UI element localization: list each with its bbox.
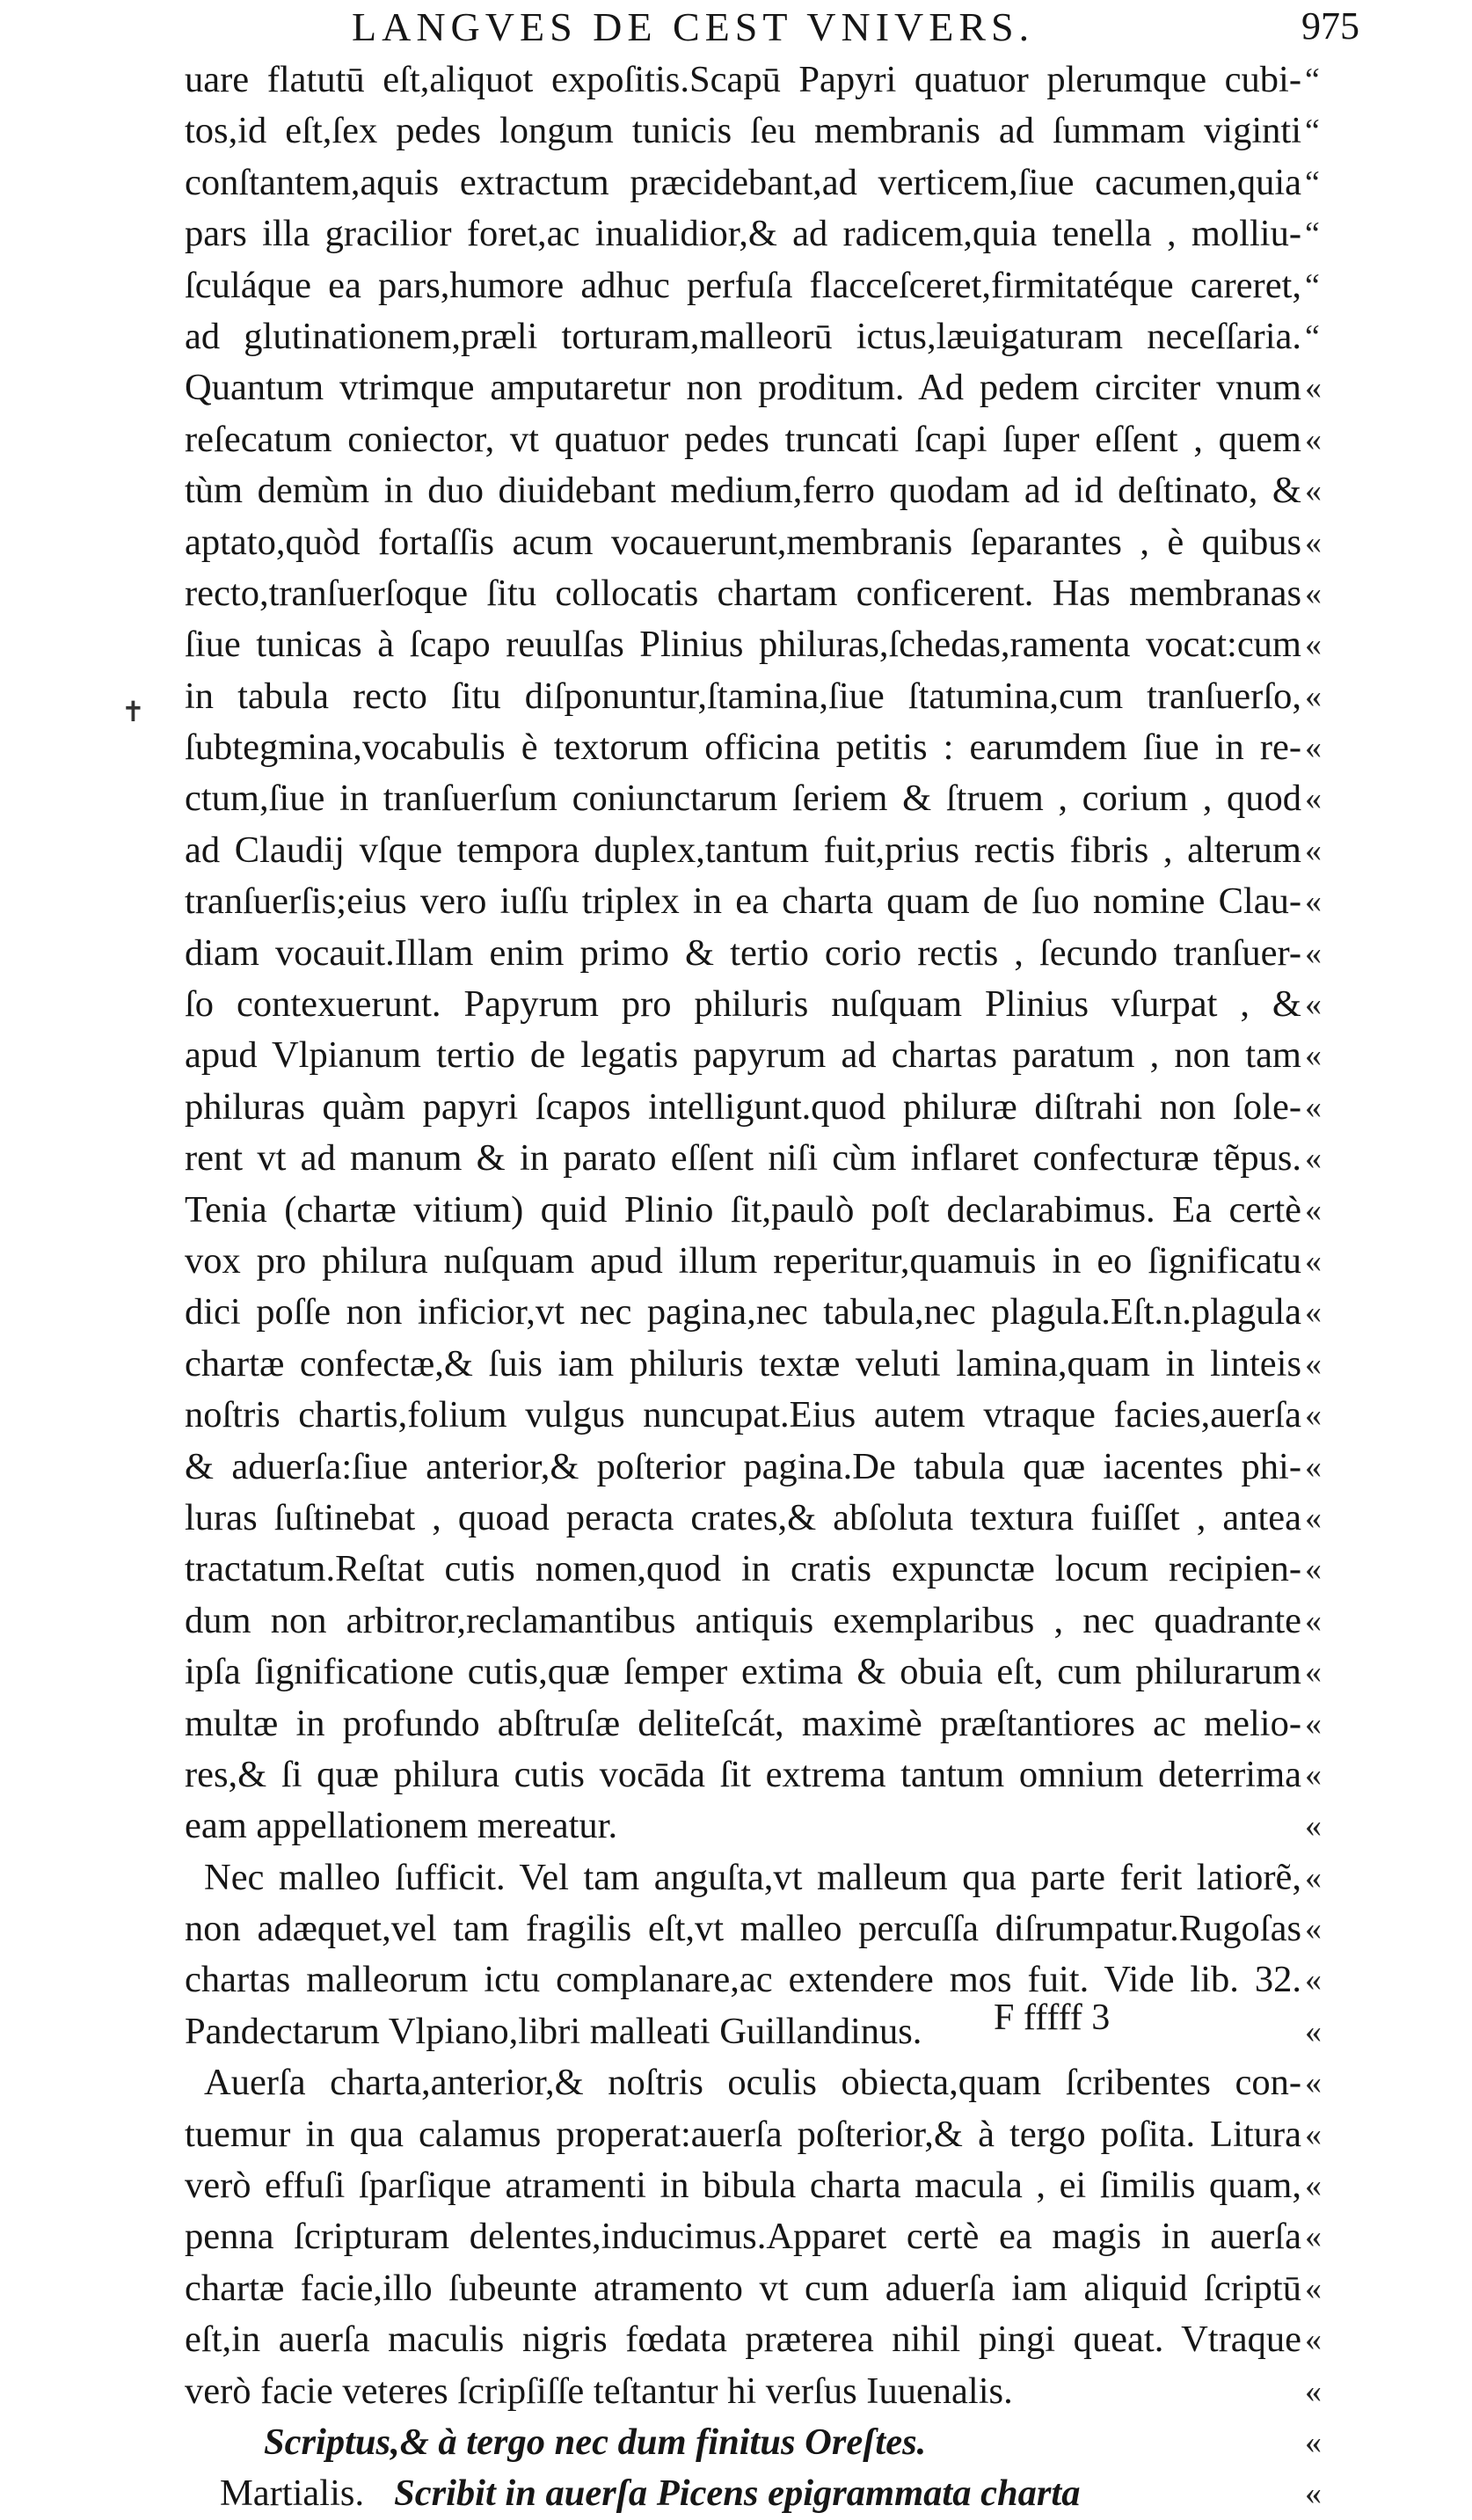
quote-mark-icon: «	[1305, 1654, 1322, 1691]
text-line: uare flatutū eſt,aliquot expoſitis.Scapū Papyri quatuor plerumque cubi-	[185, 59, 1301, 100]
text-line: Quantum vtrimque amputaretur non proditum. Ad pedem circiter vnum	[185, 367, 1301, 409]
text-line: Auerſa charta,anterior,& noſtris oculis obiecta,quam ſcribentes con-	[204, 2062, 1301, 2104]
text-line: luras ſuſtinebat , quoad peracta crates,& abſoluta textura fuiſſet , antea	[185, 1496, 1301, 1538]
verse-attribution: Martialis.	[220, 2473, 365, 2515]
text-line: recto,tranſuerſoque ſitu collocatis chartam conficerent. Has membranas	[185, 572, 1301, 614]
text-line: ſiue tunicas à ſcapo reuulſas Plinius philuras,ſchedas,ramenta vocat:cum	[185, 624, 1301, 666]
quote-mark-icon: «	[1305, 1602, 1322, 1640]
quote-mark-icon: «	[1305, 2167, 1322, 2205]
text-line: chartas malleorum ictu complanare,ac extendere mos fuit. Vide lib. 32.	[185, 1959, 1301, 2001]
quote-mark-icon: «	[1305, 883, 1322, 921]
quote-mark-icon: «	[1305, 1294, 1322, 1332]
text-line: pars illa gracilior foret,ac inualidior,& ad radicem,quia tenella , molliu-	[185, 213, 1301, 255]
text-line: vox pro philura nuſquam apud illum reperitur,quamuis in eo ſignificatu	[185, 1239, 1301, 1282]
quote-mark-icon: «	[1305, 1397, 1322, 1435]
quote-mark-icon: “	[1305, 215, 1320, 253]
quote-mark-icon: «	[1305, 1551, 1322, 1589]
text-line: tractatum.Reſtat cutis nomen,quod in cratis expunctæ locum recipien-	[185, 1548, 1301, 1590]
quote-mark-icon: «	[1305, 1859, 1322, 1896]
text-line: verò facie veteres ſcripſiſſe teſtantur hi verſus Iuuenalis.	[185, 2370, 1013, 2412]
quote-mark-icon: «	[1305, 1448, 1322, 1486]
quote-mark-icon: «	[1305, 2475, 1322, 2513]
text-line: tranſuerſis;eius vero iuſſu triplex in ea charta quam de ſuo nomine Clau-	[185, 880, 1301, 923]
quote-mark-icon: «	[1305, 574, 1322, 612]
quote-mark-icon: “	[1305, 113, 1320, 150]
page-header	[185, 4, 1359, 56]
text-line: dici poſſe non inficior,vt nec pagina,nec tabula,nec plagula.Eſt.n.plagula	[185, 1291, 1301, 1333]
quote-mark-icon: “	[1305, 62, 1320, 99]
quote-mark-icon: «	[1305, 1037, 1322, 1075]
quote-mark-icon: «	[1305, 831, 1322, 869]
quote-mark-icon: «	[1305, 677, 1322, 715]
text-line: noſtris chartis,folium vulgus nuncupat.Eius autem vtraque facies,auerſa	[185, 1394, 1301, 1436]
running-title: LANGVES DE CEST VNIVERS.	[352, 4, 1035, 49]
quote-mark-icon: «	[1305, 2423, 1322, 2461]
main-text	[185, 55, 1301, 2520]
text-line: philuras quàm papyri ſcapos intelligunt.quod philuræ diſtrahi non ſole-	[185, 1085, 1301, 1128]
quote-mark-icon: «	[1305, 780, 1322, 818]
page-number: 975	[1301, 4, 1359, 47]
text-line: ſculáque ea pars,humore adhuc perfuſa flacceſceret,firmitatéque careret,	[185, 264, 1301, 306]
margin-mark-icon: ✝	[121, 696, 145, 727]
text-line: penna ſcripturam delentes,inducimus.Apparet certè ea magis in auerſa	[185, 2216, 1301, 2258]
quote-mark-icon: «	[1305, 934, 1322, 972]
text-line: Pandectarum Vlpiano,libri malleati Guillandinus.	[185, 2010, 922, 2052]
text-line: non adæquet,vel tam fragilis eſt,vt malleo percuſſa diſrumpatur.Rugoſas	[185, 1908, 1301, 1950]
quote-mark-icon: «	[1305, 2012, 1322, 2050]
quote-mark-icon: «	[1305, 2321, 1322, 2359]
text-line: multæ in profundo abſtruſæ deliteſcát, maximè præſtantiores ac melio-	[185, 1702, 1301, 1744]
quote-mark-icon: «	[1305, 420, 1322, 458]
quote-mark-icon: «	[1305, 986, 1322, 1024]
text-line: dum non arbitror,reclamantibus antiquis exemplaribus , nec quadrante	[185, 1599, 1301, 1641]
text-line: tùm demùm in duo diuidebant medium,ferro quodam ad id deſtinato, &	[185, 470, 1301, 512]
text-line: ad glutinationem,præli torturam,malleorū ictus,læuigaturam neceſſaria.	[185, 315, 1301, 357]
quote-mark-icon: “	[1305, 164, 1320, 201]
quote-mark-icon: «	[1305, 2064, 1322, 2102]
verse-text: Scribit in auerſa Picens epigrammata charta	[394, 2473, 1081, 2515]
quote-mark-icon: «	[1305, 626, 1322, 664]
text-line: reſecatum coniector, vt quatuor pedes truncati ſcapi ſuper eſſent , quem	[185, 418, 1301, 460]
text-line: Tenia (chartæ vitium) quid Plinio ſit,paulò poſt declarabimus. Ea certè	[185, 1188, 1301, 1231]
text-line: ctum,ſiue in tranſuerſum coniunctarum ſeriem & ſtruem , corium , quod	[185, 778, 1301, 820]
quote-mark-icon: «	[1305, 472, 1322, 510]
quote-mark-icon: «	[1305, 523, 1322, 561]
text-line: aptato,quòd fortaſſis acum vocauerunt,membranis ſeparantes , è quibus	[185, 521, 1301, 563]
text-line: ſubtegmina,vocabulis è textorum officina petitis : earumdem ſiue in re-	[185, 727, 1301, 769]
quote-mark-icon: «	[1305, 2372, 1322, 2410]
quote-mark-icon: «	[1305, 1499, 1322, 1537]
text-line: chartæ facie,illo ſubeunte atramento vt cum aduerſa iam aliquid ſcriptū	[185, 2267, 1301, 2309]
text-line: eam appellationem mereatur.	[185, 1805, 618, 1847]
text-line: tuemur in qua calamus properat:auerſa poſterior,& à tergo poſita. Litura	[185, 2113, 1301, 2155]
text-line: res,& ſi quæ philura cutis vocāda ſit extrema tantum omnium deterrima	[185, 1753, 1301, 1795]
text-line: & aduerſa:ſiue anterior,& poſterior pagina.De tabula quæ iacentes phi-	[185, 1445, 1301, 1487]
text-line: eſt,in auerſa maculis nigris fœdata præterea nihil pingi queat. Vtraque	[185, 2319, 1301, 2361]
text-line: diam vocauit.Illam enim primo & tertio corio rectis , ſecundo tranſuer-	[185, 931, 1301, 974]
quote-mark-icon: «	[1305, 729, 1322, 767]
text-line: apud Vlpianum tertio de legatis papyrum ad chartas paratum , non tam	[185, 1034, 1301, 1077]
quote-mark-icon: «	[1305, 1191, 1322, 1229]
quote-mark-icon: «	[1305, 1910, 1322, 1948]
text-line: chartæ confectæ,& ſuis iam philuris textæ veluti lamina,quam in linteis	[185, 1342, 1301, 1384]
text-line: ad Claudij vſque tempora duplex,tantum fuit,prius rectis fibris , alterum	[185, 829, 1301, 871]
quote-mark-icon: «	[1305, 1088, 1322, 1126]
signature-mark: F fffff 3	[994, 1998, 1111, 2038]
quote-mark-icon: «	[1305, 1705, 1322, 1742]
margin-quote-marks	[1305, 55, 1331, 2520]
quote-mark-icon: «	[1305, 2269, 1322, 2307]
quote-mark-icon: «	[1305, 1140, 1322, 1178]
quote-mark-icon: “	[1305, 318, 1320, 355]
text-line: in tabula recto ſitu diſponuntur,ſtamina,ſiue ſtatumina,cum tranſuerſo,	[185, 675, 1301, 717]
text-line: verò effuſi ſparſique atramenti in bibula charta macula , ei ſimilis quam,	[185, 2165, 1301, 2207]
quote-mark-icon: “	[1305, 267, 1320, 304]
verse-line-juvenal: Scriptus,& à tergo nec dum finitus Oreſtes.	[264, 2421, 927, 2463]
verse-line-martial	[185, 2468, 1301, 2519]
text-line: tos,id eſt,ſex pedes longum tunicis ſeu membranis ad ſummam viginti	[185, 110, 1301, 152]
quote-mark-icon: «	[1305, 1808, 1322, 1845]
quote-mark-icon: «	[1305, 1345, 1322, 1383]
quote-mark-icon: «	[1305, 2218, 1322, 2256]
quote-mark-icon: «	[1305, 1756, 1322, 1793]
text-line: rent vt ad manum & in parato eſſent niſi cùm inflaret confecturæ tẽpus.	[185, 1137, 1301, 1180]
text-line: conſtantem,aquis extractum præcidebant,ad verticem,ſiue cacumen,quia	[185, 161, 1301, 203]
text-line: ipſa ſignificatione cutis,quæ ſemper extima & obuia eſt, cum philurarum	[185, 1651, 1301, 1693]
quote-mark-icon: «	[1305, 1961, 1322, 1999]
quote-mark-icon: «	[1305, 369, 1322, 407]
quote-mark-icon: «	[1305, 2115, 1322, 2153]
text-line: ſo contexuerunt. Papyrum pro philuris nuſquam Plinius vſurpat , &	[185, 983, 1301, 1026]
quote-mark-icon: «	[1305, 1242, 1322, 1280]
text-line: Nec malleo ſufficit. Vel tam anguſta,vt malleum qua parte ferit latiorẽ,	[204, 1856, 1301, 1898]
